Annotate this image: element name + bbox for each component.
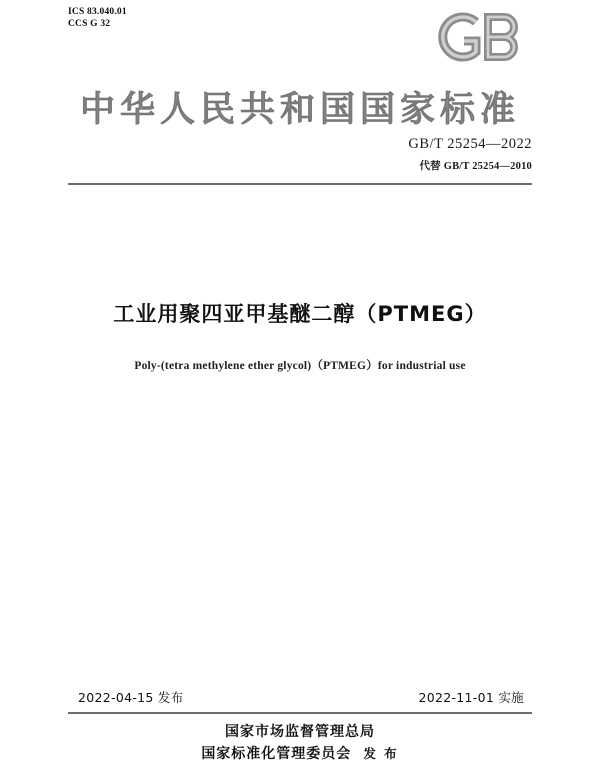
gb-national-standard-logo-icon — [436, 8, 532, 66]
document-title-chinese: 工业用聚四亚甲基醚二醇（PTMEG） — [113, 302, 487, 326]
cover-header — [68, 6, 532, 76]
publish-label: 发 布 — [363, 746, 399, 761]
date-row — [68, 688, 532, 706]
standard-replaces: 代替 GB/T 25254—2010 — [419, 161, 532, 172]
footer-divider — [68, 712, 532, 714]
issuer-line-1: 国家市场监督管理总局 — [225, 724, 375, 740]
classification-codes — [68, 6, 127, 30]
standard-number-block — [408, 136, 532, 173]
header-divider — [68, 183, 532, 185]
issuing-authorities — [0, 722, 600, 765]
standard-code: GB/T 25254—2022 — [408, 136, 532, 152]
issue-date: 2022-04-15 发布 — [78, 690, 184, 705]
ics-code: ICS 83.040.01 — [68, 7, 127, 17]
ccs-code: CCS G 32 — [68, 19, 111, 29]
implementation-date: 2022-11-01 实施 — [418, 690, 524, 705]
document-title-english: Poly-(tetra methylene ether glycol)（PTMEG）for industrial use — [134, 360, 466, 372]
issuer-line-2: 国家标准化管理委员会 — [201, 746, 352, 762]
national-standard-banner: 中华人民共和国国家标准 — [79, 90, 520, 130]
